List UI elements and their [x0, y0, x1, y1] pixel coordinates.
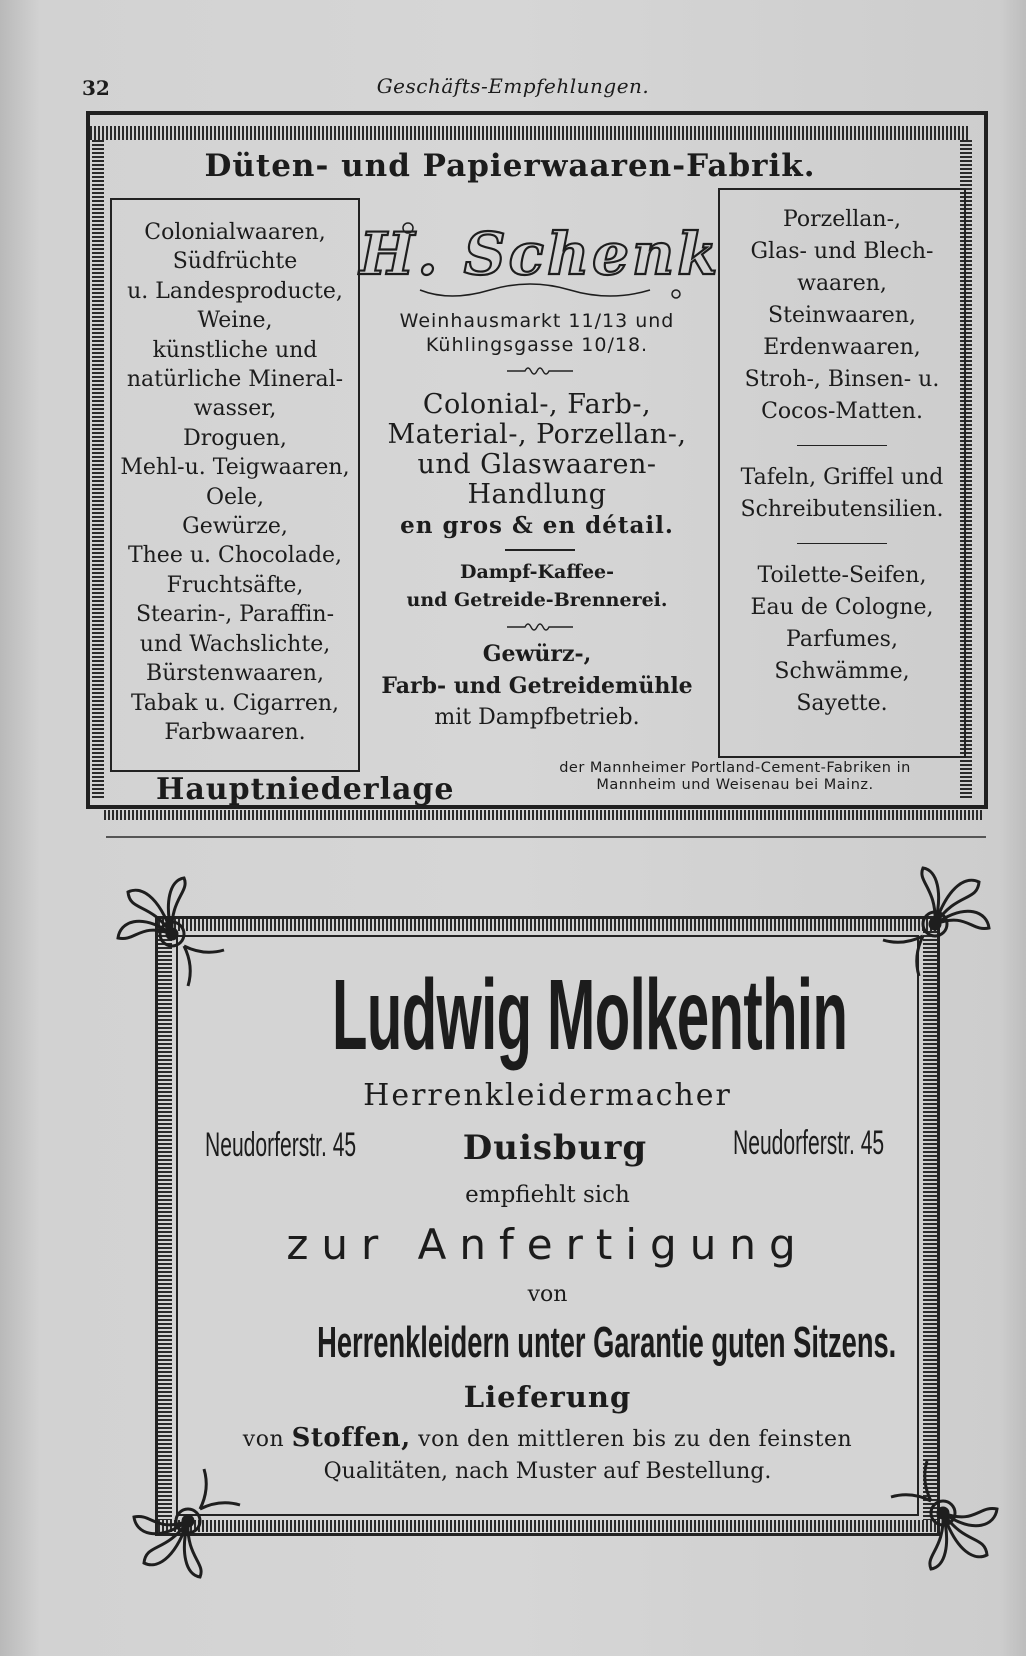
corner-ornament-icon — [110, 872, 235, 997]
depot-line-1: der Mannheimer Portland-Cement-Fabriken in — [559, 760, 911, 776]
trade-line: Material-, Porzellan-, — [387, 419, 687, 450]
right-column-line: Glas- und Blech- — [750, 239, 934, 264]
left-column-line: u. Landesproducte, — [127, 278, 343, 304]
tailor-name: Ludwig Molkenthin — [332, 959, 848, 1071]
mill-line: Gewürz-, — [482, 641, 592, 667]
trade-description — [358, 390, 716, 510]
ad-schenk-title: Düten- und Papierwaaren-Fabrik. — [204, 148, 816, 184]
corner-ornament-icon — [872, 862, 997, 987]
left-column-line: Fruchtsäfte, — [166, 572, 304, 598]
right-column-line: Porzellan-, — [782, 207, 902, 232]
right-column-line: Sayette. — [796, 691, 888, 716]
left-column-line: Oele, — [205, 484, 265, 510]
mill-line: mit Dampfbetrieb. — [434, 705, 640, 730]
left-column-line: Thee u. Chocolade, — [127, 543, 343, 569]
left-column-line: Gewürze, — [182, 514, 288, 540]
ad-schenk-rule-bottom — [104, 810, 984, 820]
of-text: von — [527, 1282, 568, 1307]
roastery — [358, 558, 716, 614]
tailor-city: Duisburg — [462, 1128, 648, 1168]
firm-logo — [359, 208, 721, 308]
right-column-line: Cocos-Matten. — [761, 399, 923, 424]
squiggle-divider — [505, 620, 575, 634]
roastery-line: und Getreide-Brennerei. — [406, 589, 668, 611]
depot-text — [505, 760, 965, 794]
ad-schenk-right-column — [718, 188, 966, 758]
right-column-line: Tafeln, Griffel und — [740, 465, 944, 490]
squiggle-divider — [505, 364, 575, 378]
left-column-line: Stearin-, Paraffin- — [135, 602, 335, 628]
trade-line: und Glaswaaren- — [417, 449, 657, 480]
left-column-line: Droguen, — [183, 425, 287, 451]
right-column-line: Eau de Cologne, — [750, 595, 934, 620]
recommends-text: empfiehlt sich — [465, 1182, 630, 1208]
ad-schenk-rule-top — [90, 126, 970, 140]
fabrics-bold: Stoffen, — [291, 1423, 411, 1453]
right-column-line: Schwämme, — [774, 659, 910, 684]
svg-text:H. Schenk: H. Schenk — [359, 220, 721, 288]
wholesale-retail: en gros & en détail. — [400, 512, 674, 539]
right-column-line: Erdenwaaren, — [763, 335, 921, 360]
squiggle-divider — [797, 536, 887, 550]
depot-line-2: Mannheim und Weisenau bei Mainz. — [596, 777, 874, 793]
ad-molkenthin-stripe-right — [923, 931, 937, 1520]
left-column-line: Farbwaaren. — [164, 719, 306, 745]
ad-molkenthin-stripe-top — [158, 919, 937, 931]
trade-line: Colonial-, Farb-, — [422, 389, 652, 420]
mill-line: Farb- und Getreidemühle — [381, 673, 693, 699]
left-column-line: Colonialwaaren, — [144, 220, 326, 245]
right-column-line: Parfumes, — [786, 627, 898, 652]
squiggle-divider — [797, 438, 887, 452]
left-column-line: Mehl-u. Teigwaaren, — [120, 455, 350, 481]
delivery-heading: Lieferung — [463, 1380, 632, 1414]
rule — [505, 549, 575, 551]
mill — [358, 638, 716, 734]
left-column-line: und Wachslichte, — [139, 631, 331, 657]
right-column-line: Toilette-Seifen, — [757, 563, 927, 588]
roastery-line: Dampf-Kaffee- — [459, 561, 615, 583]
left-column-line: Bürstenwaaren, — [146, 661, 324, 687]
ad-separator — [106, 836, 986, 838]
fabrics-line-1 — [176, 1423, 919, 1453]
ad-schenk-left-column — [110, 198, 360, 772]
ad-molkenthin-stripe-bottom — [158, 1520, 937, 1532]
left-column-line: wasser, — [193, 396, 277, 422]
right-column-line: waaren, — [797, 271, 887, 296]
right-column-line: Steinwaaren, — [768, 303, 916, 328]
right-column-line: Stroh-, Binsen- u. — [744, 367, 940, 392]
left-column-line: Südfrüchte — [172, 249, 298, 275]
fabrics-post: von den mittleren bis zu den feinsten — [418, 1427, 853, 1452]
page-number: 32 — [82, 76, 110, 100]
fabrics-pre: von — [242, 1427, 285, 1452]
ad-schenk-rule-left — [92, 140, 104, 798]
trade-line: Handlung — [467, 479, 607, 510]
address-line-2: Kühlingsgasse 10/18. — [425, 334, 649, 356]
depot-label: Hauptniederlage — [156, 772, 455, 807]
running-head: Geschäfts-Empfehlungen. — [376, 74, 650, 98]
left-column-line: Weine, — [197, 308, 273, 334]
address-line-1: Weinhausmarkt 11/13 und — [399, 310, 675, 332]
left-column-line: natürliche Mineral- — [126, 367, 344, 393]
ad-molkenthin-stripe-left — [158, 931, 172, 1520]
tailor-trade: Herrenkleidermacher — [363, 1078, 732, 1113]
fabrics-line-2: Qualitäten, nach Muster auf Bestellung. — [323, 1459, 772, 1484]
tailor-address-right: Neudorferstr. 45 — [733, 1124, 885, 1162]
tailor-address-left: Neudorferstr. 45 — [205, 1126, 357, 1164]
fit-guarantee-text: Herrenkleidern unter Garantie guten Sitzens. — [317, 1318, 897, 1367]
right-column-line: Schreibutensilien. — [740, 497, 944, 522]
making-text: zur Anfertigung — [286, 1220, 809, 1269]
left-column-line: Tabak u. Cigarren, — [130, 690, 340, 716]
left-column-line: künstliche und — [152, 337, 318, 363]
